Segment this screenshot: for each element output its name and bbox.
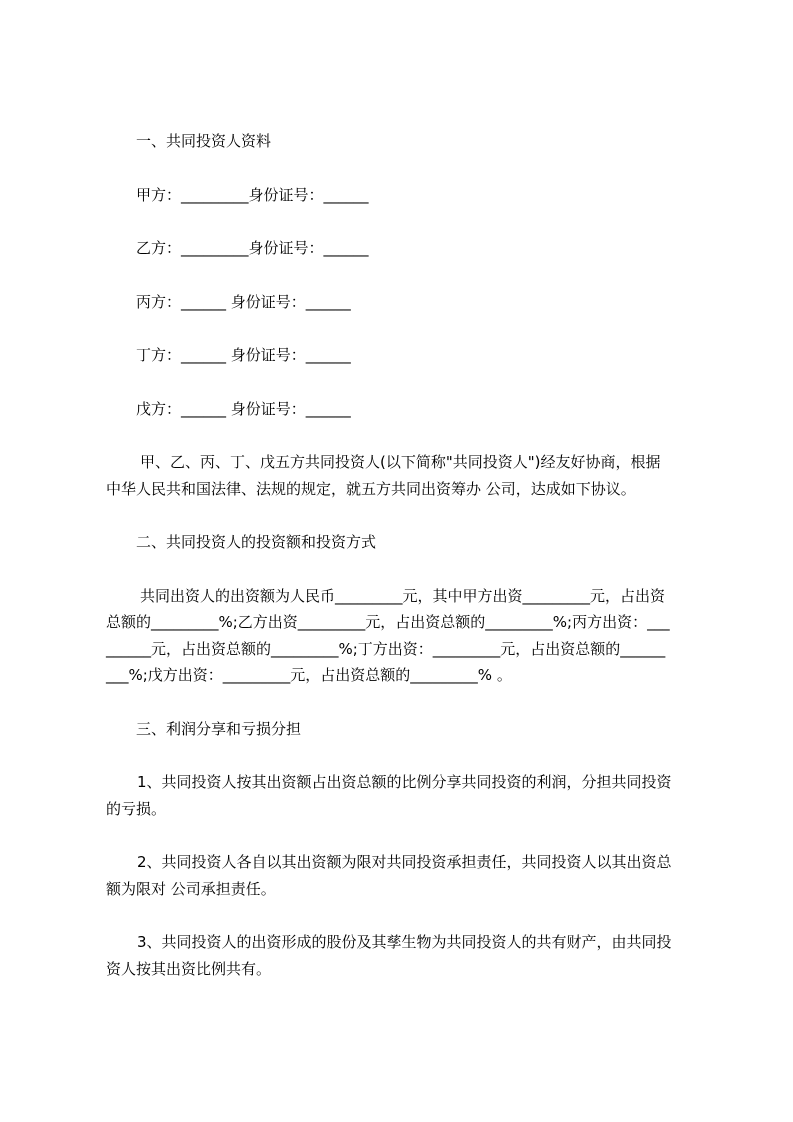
party-bing-line: 丙方：______ 身份证号：______ (136, 293, 351, 311)
party-ding-line: 丁方：______ 身份证号：______ (136, 346, 351, 364)
party-jia-line: 甲方：_________身份证号：______ (136, 186, 369, 204)
clause-3-line-1: 3、共同投资人的出资形成的股份及其孳生物为共同投资人的共有财产，由共同投 (137, 933, 672, 951)
clause-2-line-1: 2、共同投资人各自以其出资额为限对共同投资承担责任，共同投资人以其出资总 (137, 853, 672, 871)
section2-paragraph-line-4: ___%;戊方出资：_________元，占出资总额的_________% 。 (106, 666, 512, 684)
section2-paragraph-line-1: 共同出资人的出资额为人民币_________元，其中甲方出资_________元，占出资 (140, 587, 666, 605)
clause-2-line-2: 额为限对 公司承担责任。 (106, 880, 276, 898)
clause-1-line-1: 1、共同投资人按其出资额占出资总额的比例分享共同投资的利润，分担共同投资 (137, 773, 672, 791)
section2-paragraph-line-3: ______元，占出资总额的_________%;丁方出资：_________元，占出资总额的______ (106, 640, 666, 658)
party-yi-line: 乙方：_________身份证号：______ (136, 239, 369, 257)
section3-heading: 三、利润分享和亏损分担 (136, 720, 302, 738)
clause-1-line-2: 的亏损。 (106, 800, 167, 818)
section1-heading: 一、共同投资人资料 (136, 132, 272, 150)
section1-paragraph-line-2: 中华人民共和国法律、法规的规定，就五方共同出资筹办 公司，达成如下协议。 (106, 480, 636, 498)
party-wu-line: 戊方：______ 身份证号：______ (136, 400, 351, 418)
clause-3-line-2: 资人按其出资比例共有。 (106, 960, 272, 978)
section2-paragraph-line-2: 总额的_________%;乙方出资_________元，占出资总额的_________%;丙方出资：___ (106, 613, 670, 631)
section1-paragraph-line-1: 甲、乙、丙、丁、戊五方共同投资人(以下简称"共同投资人")经友好协商，根据 (140, 453, 661, 471)
section2-heading: 二、共同投资人的投资额和投资方式 (136, 533, 377, 551)
